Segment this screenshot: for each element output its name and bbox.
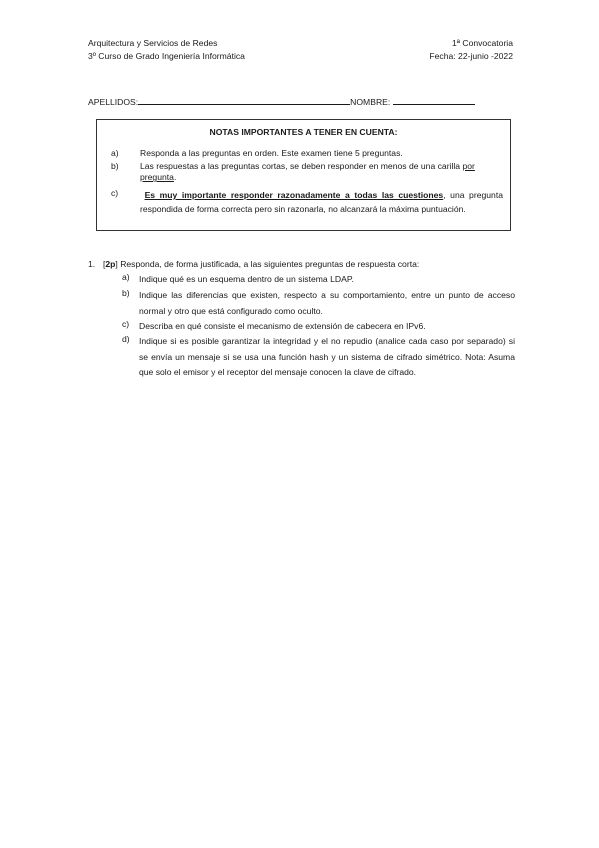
subitem-text: Indique si es posible garantizar la integridad y el no repudio (analice cada caso por separado) si se envía un mensaje si se usa una función hash y un sistema de cifrado simétrico. Nota: Asuma que solo el emisor y el receptor del mensaje conocen la clave de cifrado. xyxy=(139,336,515,377)
note-text: Responda a las preguntas en orden. Este examen tiene 5 preguntas. xyxy=(140,148,403,158)
course-title: 3º Curso de Grado Ingeniería Informática xyxy=(88,51,245,61)
subject-title: Arquitectura y Servicios de Redes xyxy=(88,38,218,48)
name-blank xyxy=(393,96,475,105)
student-fields xyxy=(88,96,475,108)
question-subitem xyxy=(122,334,515,381)
exam-call: 1ª Convocatoria xyxy=(452,38,513,48)
note-marker: b) xyxy=(111,161,119,171)
note-marker: c) xyxy=(111,188,119,198)
header-right xyxy=(429,38,513,64)
note-item xyxy=(111,161,503,183)
question-intro: [2p] Responda, de forma justificada, a las siguientes preguntas de respuesta corta: xyxy=(103,259,420,269)
question-subitem xyxy=(122,272,515,288)
question-subitem xyxy=(122,319,515,335)
name-label: NOMBRE: xyxy=(350,97,391,107)
note-text-main: Las respuestas a las preguntas cortas, se deben responder en menos de una carilla xyxy=(140,161,463,171)
subitem-text: Indique las diferencias que existen, respecto a su comportamiento, entre un punto de acceso normal y otro que está configurado como oculto. xyxy=(139,290,515,316)
notes-box xyxy=(96,119,511,231)
note-item xyxy=(111,188,503,216)
subitem-marker: c) xyxy=(122,319,130,329)
header-left xyxy=(88,38,245,64)
note-text-end: . xyxy=(173,172,177,183)
question-number: 1. xyxy=(88,259,96,269)
notes-title: NOTAS IMPORTANTES A TENER EN CUENTA: xyxy=(209,127,398,137)
subitem-marker: b) xyxy=(122,288,130,298)
note-text-underlined: por pregunta xyxy=(140,161,475,183)
subitem-marker: a) xyxy=(122,272,130,282)
note-text xyxy=(140,161,503,183)
note-text-emphasis: Es muy importante responder razonadamente a todas las cuestiones xyxy=(144,190,444,200)
subitem-text: Describa en qué consiste el mecanismo de extensión de cabecera en IPv6. xyxy=(139,321,426,331)
note-marker: a) xyxy=(111,148,119,158)
subitem-marker: d) xyxy=(122,334,130,344)
surname-label: APELLIDOS: xyxy=(88,97,139,107)
question-intro-text: Responda, de forma justificada, a las siguientes preguntas de respuesta corta: xyxy=(117,259,420,269)
exam-date: Fecha: 22-junio -2022 xyxy=(429,51,513,61)
question-points: 2p xyxy=(105,259,116,269)
question-subitem xyxy=(122,288,515,319)
surname-blank xyxy=(138,96,350,105)
note-text xyxy=(140,188,503,216)
note-text-rest: , una pregunta respondida de forma correcta pero sin razonarla, no alcanzará la máxima puntuación. xyxy=(140,190,503,214)
note-item xyxy=(111,148,503,159)
subitem-text: Indique qué es un esquema dentro de un sistema LDAP. xyxy=(139,274,354,284)
